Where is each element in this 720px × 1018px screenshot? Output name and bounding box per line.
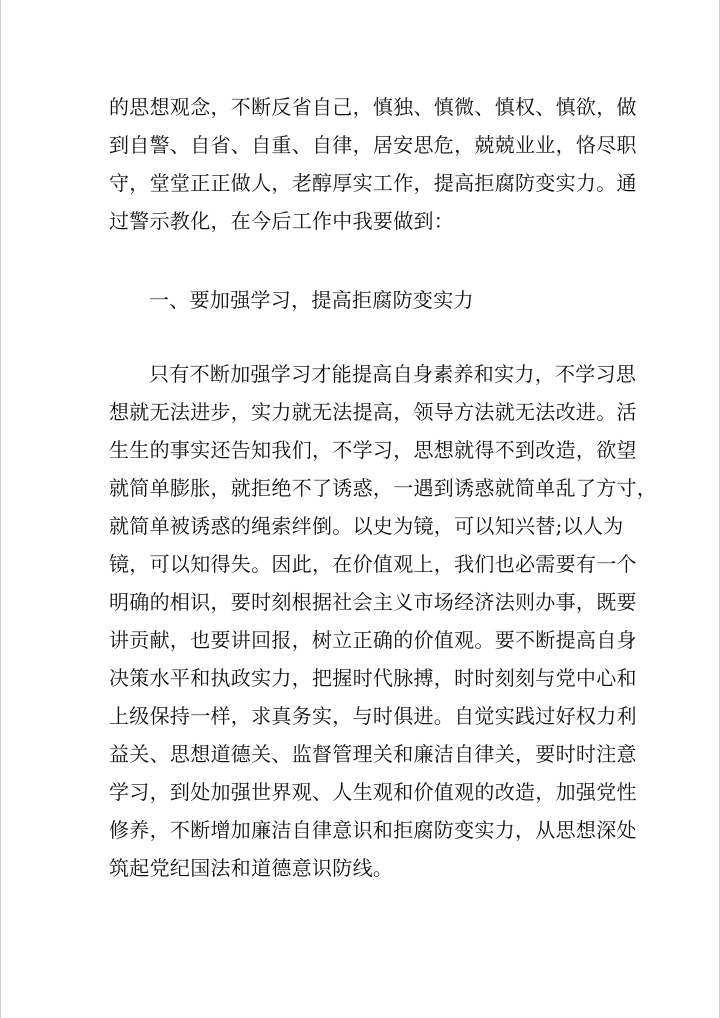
body-line: 学习，到处加强世界观、人生观和价值观的改造，加强党性 [109,780,637,804]
body-line: 镜，可以知得失。因此，在价值观上，我们也必需要有一个 [109,552,637,576]
body-line: 修养，不断增加廉洁自律意识和拒腐防变实力，从思想深处 [109,818,637,842]
body-line: 就简单被诱惑的绳索绊倒。以史为镜，可以知兴替;以人为 [109,514,624,538]
section-heading: 一、要加强学习，提高拒腐防变实力 [149,288,474,312]
body-line: 筑起党纪国法和道德意识防线。 [109,856,394,880]
body-line: 生生的事实还告知我们，不学习，思想就得不到改造，欲望 [109,438,637,462]
intro-line: 守，堂堂正正做人，老醇厚实工作，提高拒腐防变实力。通 [109,171,637,195]
intro-line: 到自警、自省、自重、自律，居安思危，兢兢业业，恪尽职 [109,133,637,157]
body-line: 只有不断加强学习才能提高自身素养和实力，不学习思 [149,362,637,386]
body-line: 上级保持一样，求真务实，与时俱进。自觉实践过好权力利 [109,704,637,728]
body-line: 讲贡献，也要讲回报，树立正确的价值观。要不断提高自身 [109,628,637,652]
body-line: 决策水平和执政实力，把握时代脉搏，时时刻刻与党中心和 [109,666,637,690]
body-line: 益关、思想道德关、监督管理关和廉洁自律关，要时时注意 [109,742,637,766]
intro-line: 过警示教化，在今后工作中我要做到： [109,209,455,233]
body-line: 想就无法进步，实力就无法提高，领导方法就无法改进。活 [109,400,637,424]
body-line: 就简单膨胀，就拒绝不了诱惑，一遇到诱惑就简单乱了方寸， [109,476,658,500]
body-line: 明确的相识，要时刻根据社会主义市场经济法则办事，既要 [109,590,637,614]
intro-line: 的思想观念，不断反省自己，慎独、慎微、慎权、慎欲，做 [109,95,637,119]
